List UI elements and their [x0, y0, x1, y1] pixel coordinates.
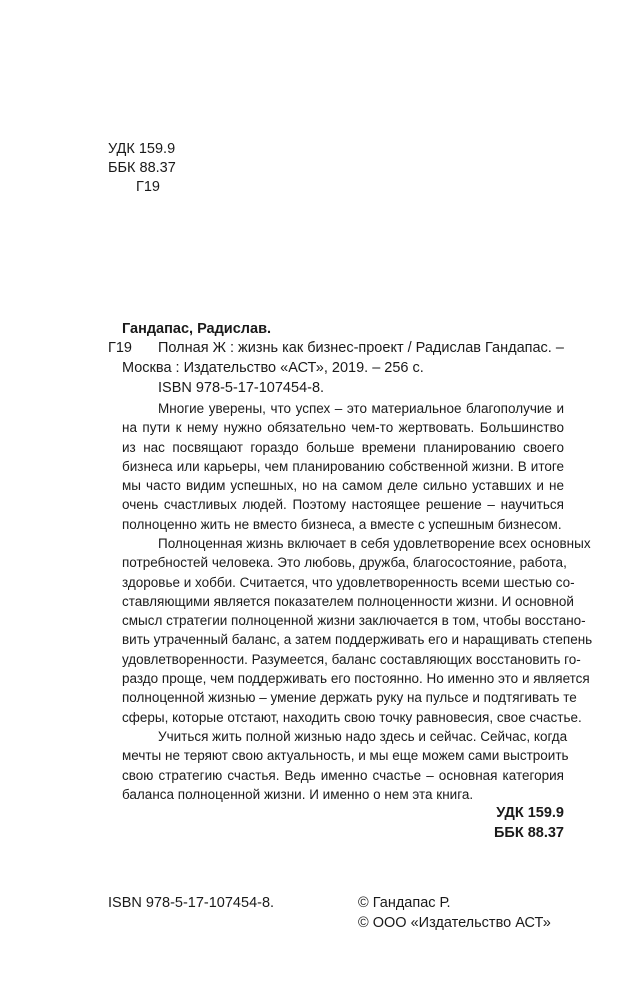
- paragraph-line: на пути к нему нужно обязательно чем-то жертвовать. Большинство: [122, 420, 564, 436]
- paragraph-line: Многие уверены, что успех – это материальное благополучие и: [158, 401, 564, 416]
- catalog-author-mark: Г19: [108, 340, 132, 356]
- paragraph-line: из нас посвящают гораздо больше времени планированию своего: [122, 439, 564, 455]
- paragraph-line: раздо проще, чем поддерживать его постоянно. Но именно это и является: [122, 671, 590, 687]
- paragraph-line: здоровье и хобби. Считается, что удовлетворенность всеми шестью со-: [122, 574, 575, 590]
- bbk-code: ББК 88.37: [108, 160, 176, 176]
- paragraph-line: очень счастливых людей. Поэтому настоящее решение – научиться: [122, 497, 564, 513]
- catalog-title-line: Полная Ж : жизнь как бизнес-проект / Радислав Гандапас. –: [158, 340, 564, 356]
- footer-copyright-author: © Гандапас Р.: [358, 895, 451, 911]
- paragraph-line: полноценно жить не вместо бизнеса, а вместе с успешным бизнесом.: [122, 516, 562, 532]
- footer-isbn: ISBN 978-5-17-107454-8.: [108, 895, 275, 911]
- closing-bbk-code: ББК 88.37: [493, 825, 564, 841]
- author-mark: Г19: [136, 179, 160, 195]
- paragraph-line: смысл стратегии полноценной жизни заключается в том, чтобы восстано-: [122, 613, 586, 629]
- udk-code: УДК 159.9: [108, 141, 176, 157]
- annotation-paragraph-2: [122, 534, 593, 727]
- paragraph-line: баланса полноценной жизни. И именно о нем эта книга.: [122, 786, 474, 802]
- paragraph-line: Учиться жить полной жизнью надо здесь и сейчас. Сейчас, когда: [158, 729, 568, 744]
- classification-codes: [108, 140, 176, 197]
- paragraph-line: мы часто видим успешных, но на самом деле сильно уставших и не: [122, 478, 564, 494]
- paragraph-line: Полноценная жизнь включает в себя удовлетворение всех основных: [158, 536, 591, 551]
- paragraph-line: свою стратегию счастья. Ведь именно счастье – основная категория: [122, 767, 564, 783]
- closing-udk-code: УДК 159.9: [496, 805, 564, 821]
- paragraph-line: бизнеса или карьеры, чем планированию собственной жизни. В итоге: [122, 458, 564, 474]
- catalog-author: Гандапас, Радислав.: [122, 321, 272, 337]
- paragraph-line: полноценной жизнью – умение держать руку на пульсе и подтягивать те: [122, 690, 577, 706]
- paragraph-line: сферы, которые отстают, находить свою точку равновесия, свое счастье.: [122, 709, 582, 725]
- annotation-paragraph-3: [122, 727, 569, 804]
- catalog-isbn: ISBN 978-5-17-107454-8.: [158, 380, 325, 396]
- paragraph-line: потребностей человека. Это любовь, дружба, благосостояние, работа,: [122, 555, 567, 571]
- paragraph-line: вить утраченный баланс, а затем поддерживать его и наращивать степень: [122, 632, 593, 648]
- paragraph-line: ставляющими является показателем полноценности жизни. И основной: [122, 593, 574, 609]
- paragraph-line: удовлетворенности. Разумеется, баланс составляющих восстановить го-: [122, 651, 581, 667]
- footer-copyright-publisher: © ООО «Издательство АСТ»: [358, 915, 551, 931]
- paragraph-line: мечты не теряют свою актуальность, и мы еще можем сами выстроить: [122, 748, 569, 764]
- annotation-paragraph-1: [122, 399, 564, 534]
- catalog-imprint-line: Москва : Издательство «АСТ», 2019. – 256 с.: [122, 360, 424, 376]
